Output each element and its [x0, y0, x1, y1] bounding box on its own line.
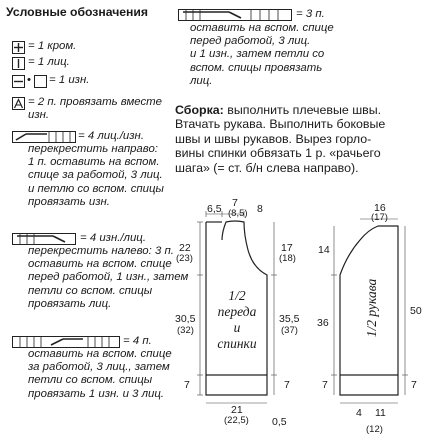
dim-body-left-alt: (32) [177, 325, 194, 336]
assembly-text: Сборка: выполнить плечевые швы. Втачать рукава. Выполнить боковые швы и швы рукавов. Вырез горло- вины спинки обвязать 1 р. «рачьего шага» (= ст. б/н слева направо). [175, 103, 386, 175]
knit-stitch-symbol [12, 57, 25, 70]
purl-alt-symbol [34, 75, 47, 88]
dim-rib-left: 7 [184, 379, 190, 391]
legend-cable-right-desc: перекрестить направо: 1 п. оставить на вспом. спице за работой, 3 лиц. и петлю со вспом. спицы провязать изн. [28, 143, 164, 208]
legend-cable-three-desc: оставить на вспом. спице перед работой, 3 лиц. и 1 изн., затем петли со вспом. спицы провязать лиц. [190, 22, 334, 87]
legend-cable-left-desc: перекрестить налево: 3 п. оставить на вспом. спице перед работой, 1 изн., затем петли со вспом. спицы провязать лиц. [28, 245, 189, 310]
dim-armhole-left-alt: (23) [176, 253, 193, 264]
cable-right-symbol [12, 131, 76, 143]
legend-title: Условные обозначения [6, 5, 149, 19]
legend-cable-three-head: = 3 п. [296, 8, 325, 20]
assembly-label: Сборка: [175, 103, 224, 117]
or-separator: • [27, 74, 31, 86]
dim-sleeve-bottom-a: 4 [356, 407, 362, 419]
legend-cable-four-head: = 4 п. [123, 335, 152, 347]
legend-purl-text: = 1 изн. [49, 74, 90, 86]
dim-sleeve-cap: 14 [318, 244, 330, 256]
legend-decrease-text: = 2 п. провязать вместе [28, 96, 163, 108]
dim-armhole-right: 17 [281, 242, 293, 254]
dim-width: 21 [231, 404, 243, 416]
dim-armhole-right-alt: (18) [279, 253, 296, 264]
dim-shoulder-b: 8 [257, 203, 263, 215]
legend-cable-four-desc: оставить на вспом. спице за работой, 3 лиц., затем петли со вспом. спицы провязать 1 изн. и 3 лиц. [28, 348, 172, 400]
cable-left-symbol [12, 233, 76, 245]
decrease-symbol [12, 97, 25, 110]
dim-sleeve-rib: 7 [322, 379, 328, 391]
sleeve-piece-label: 1/2 рукава [364, 278, 379, 338]
dim-neck-alt: (8,5) [228, 208, 248, 219]
dim-body-right-alt: (37) [281, 325, 298, 336]
dim-sleeve-top-alt: (17) [371, 212, 388, 223]
purl-stitch-symbol [12, 75, 25, 88]
legend-knit-text: = 1 лиц. [28, 56, 70, 68]
dim-extra: 0,5 [272, 416, 287, 428]
dim-armhole-left: 22 [179, 242, 191, 254]
dim-width-alt: (22,5) [224, 415, 249, 426]
front-piece-label: 1/2 переда и спинки [217, 288, 257, 351]
edge-stitch-symbol [12, 41, 25, 54]
dim-rib-right: 7 [284, 379, 290, 391]
dim-body-left: 30,5 [175, 313, 196, 325]
dim-sleeve-top: 16 [374, 202, 386, 214]
cable-four-symbol [12, 336, 120, 348]
legend-cable-right-head: = 4 лиц./изн. [78, 130, 144, 142]
dim-sleeve-bottom-c: (12) [366, 424, 383, 435]
dim-sleeve-rib-right: 7 [411, 379, 417, 391]
legend-decrease-text-2: изн. [28, 109, 50, 121]
dim-sleeve-body: 36 [317, 317, 329, 329]
legend-cable-left-head: = 4 изн./лиц. [80, 232, 146, 244]
dim-body-right: 35,5 [279, 313, 300, 325]
dim-neck: 7 [232, 197, 238, 209]
dim-shoulder-a: 6,5 [207, 203, 222, 215]
dim-sleeve-total: 50 [410, 305, 422, 317]
legend-edge-text: = 1 кром. [28, 40, 77, 52]
dim-sleeve-bottom-b: 11 [375, 407, 386, 419]
cable-three-symbol [178, 9, 292, 21]
